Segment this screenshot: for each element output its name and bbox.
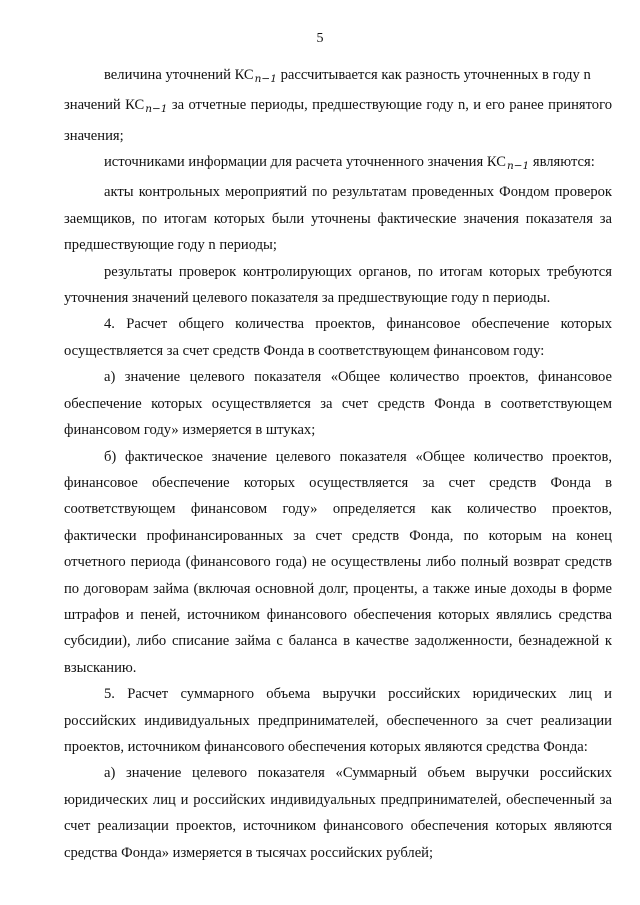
paragraph-text: рассчитывается как разность уточненных в году n — [276, 67, 591, 83]
paragraph-text: величина уточнений КС — [104, 67, 254, 83]
paragraph-control-acts: акты контрольных мероприятий по результатам проведенных Фондом проверок заемщиков, по итогам которых были уточнены фактические значения показателя за предшествующие году n периоды; — [64, 184, 612, 254]
subscript-n-minus-1: n−1 — [145, 103, 168, 116]
paragraph-text: за отчетные периоды, предшествующие году n, и его ранее принятого значения; — [64, 97, 613, 144]
paragraph-text: значений КС — [64, 97, 145, 114]
paragraph-section-5: 5. Расчет суммарного объема выручки российских юридических лиц и российских индивидуальных предпринимателей, обеспеченного за счет реализации проектов, источником финансового обеспечения которых являются средства Фонда: — [64, 686, 612, 755]
paragraph-inspection-results: результаты проверок контролирующих органов, по итогам которых требуются уточнения значений целевого показателя за предшествующие году n периоды. — [64, 263, 612, 307]
document-body — [64, 62, 612, 866]
paragraph-text: являются: — [529, 154, 595, 171]
paragraph-text: источниками информации для расчета уточненного значения КС — [104, 154, 506, 171]
paragraph-information-sources — [64, 149, 612, 179]
paragraph-section-4a: а) значение целевого показателя «Общее количество проектов, финансовое обеспечение которых осуществляется за счет средств Фонда в соответствующем финансовом году» измеряется в штуках; — [64, 369, 612, 439]
subscript-n-minus-1: n−1 — [254, 72, 277, 85]
paragraph-refinement-magnitude — [64, 62, 612, 92]
paragraph-section-4b: б) фактическое значение целевого показателя «Общее количество проектов, финансовое обеспечение которых осуществляется за счет средств Фонда в соответствующем финансовом году» определяется как количество проектов, фактически профинансированных за счет средств Фонда, по которым на конец отчетного периода (финансового года) не осуществлены либо полный возврат средств по договорам займа (включая основной долг, проценты, а также иные доходы в форме штрафов и пеней, источником финансового обеспечения которых являлись средства субсидии), либо списание займа с баланса в качестве задолженности, безнадежной к взысканию. — [64, 448, 612, 676]
paragraph-section-5a: а) значение целевого показателя «Суммарный объем выручки российских юридических лиц и российских индивидуальных предпринимателей, обеспеченный за счет реализации проектов, источником финансового обеспечения которых являются средства Фонда» измеряется в тысячах российских рублей; — [64, 765, 612, 861]
page-number: 5 — [316, 31, 324, 46]
paragraph-section-4: 4. Расчет общего количества проектов, финансовое обеспечение которых осуществляется за счет средств Фонда в соответствующем финансовом году: — [64, 316, 612, 359]
subscript-n-minus-1: n−1 — [506, 160, 530, 173]
paragraph-refinement-continuation — [64, 92, 612, 149]
